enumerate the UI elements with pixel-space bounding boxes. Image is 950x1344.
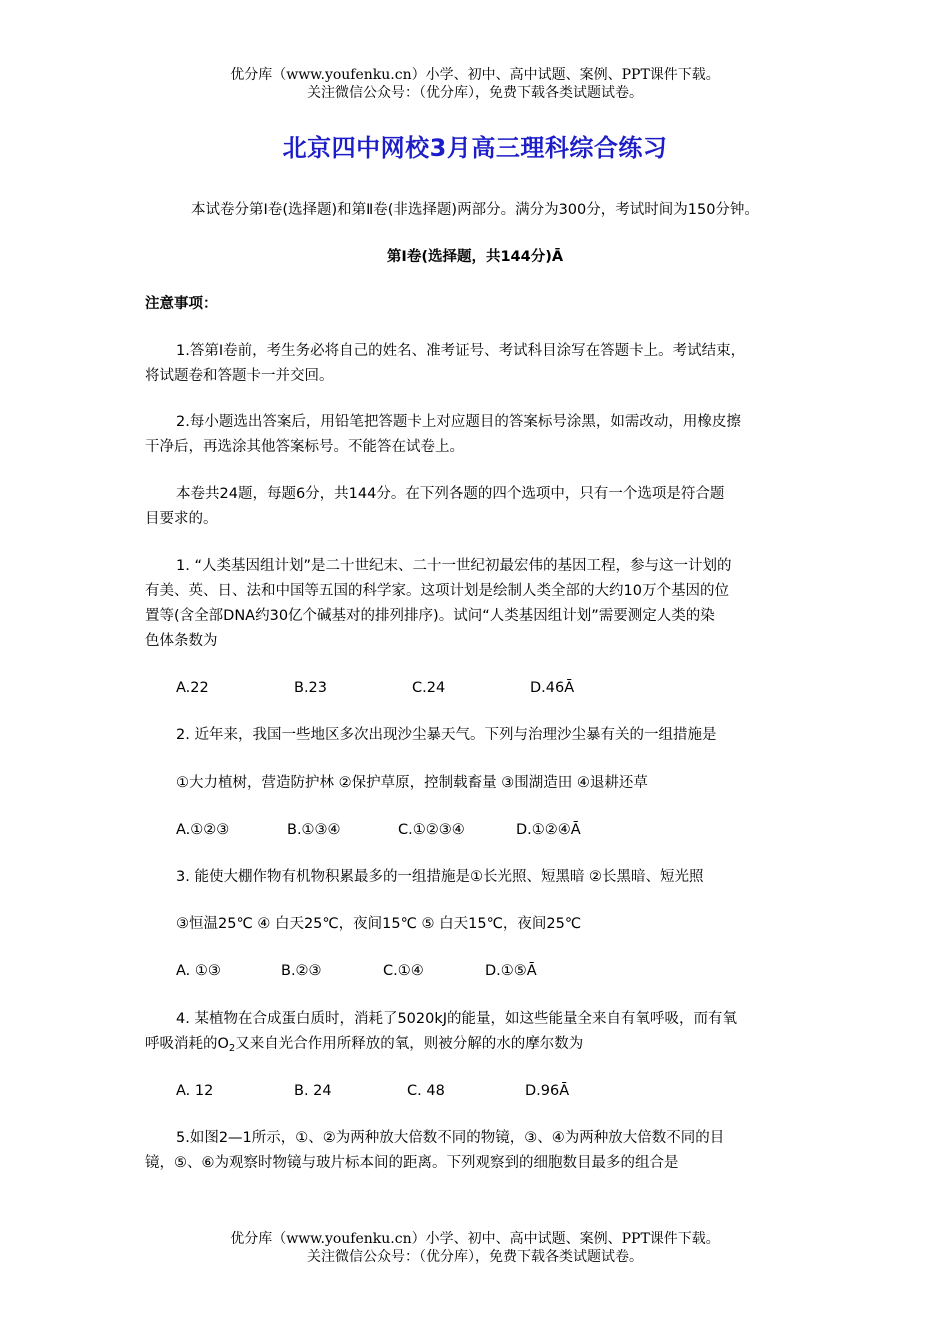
question-5-line-1: 5.如图2—1所示，①、②为两种放大倍数不同的物镜，③、④为两种放大倍数不同的目 (176, 1130, 725, 1146)
question-4-option-a: A. 12 (176, 1083, 214, 1099)
header-line-1: 优分库（www.youfenku.cn）小学、初中、高中试题、案例、PPT课件下载。 (230, 67, 720, 83)
footer-line-1: 优分库（www.youfenku.cn）小学、初中、高中试题、案例、PPT课件下载。 (230, 1231, 720, 1247)
oxygen-subscript: 2 (228, 1043, 236, 1054)
note-1-line-1: 1.答第Ⅰ卷前，考生务必将自己的姓名、准考证号、考试科目涂写在答题卡上。考试结束， (176, 343, 746, 359)
question-3-line-2: ③恒温25℃ ④ 白天25℃，夜间15℃ ⑤ 白天15℃，夜间25℃ (176, 916, 582, 932)
question-5-line-2: 镜，⑤、⑥为观察时物镜与玻片标本间的距离。下列观察到的细胞数目最多的组合是 (145, 1155, 679, 1171)
question-2-option-d: D.①②④Ā (516, 822, 581, 838)
question-3-line-1: 3. 能使大棚作物有机物积累最多的一组措施是①长光照、短黑暗 ②长黑暗、短光照 (176, 869, 704, 885)
question-3-option-a: A. ①③ (176, 963, 221, 979)
question-4-line-1: 4. 某植物在合成蛋白质时，消耗了5020kJ的能量，如这些能量全来自有氧呼吸，而有氧 (176, 1011, 738, 1027)
page-footer (0, 1230, 950, 1266)
note-2-line-1: 2.每小题选出答案后，用铅笔把答题卡上对应题目的答案标号涂黑，如需改动，用橡皮擦 (176, 414, 741, 430)
page-header (0, 66, 950, 102)
question-1-option-b: B.23 (294, 680, 328, 696)
question-2-option-a: A.①②③ (176, 822, 230, 838)
question-4-option-b: B. 24 (294, 1083, 332, 1099)
question-2-line-1: 2. 近年来，我国一些地区多次出现沙尘暴天气。下列与治理沙尘暴有关的一组措施是 (176, 727, 717, 743)
instructions-line-2: 目要求的。 (145, 511, 218, 527)
section-title: 第Ⅰ卷(选择题，共144分)Ā (386, 249, 564, 265)
header-line-2: 关注微信公众号：（优分库），免费下载各类试题试卷。 (307, 85, 643, 101)
footer-line-2: 关注微信公众号：（优分库），免费下载各类试题试卷。 (307, 1249, 643, 1265)
question-2-line-2: ①大力植树，营造防护林 ②保护草原，控制载畜量 ③围湖造田 ④退耕还草 (176, 775, 648, 791)
question-1-line-4: 色体条数为 (145, 633, 218, 649)
question-3-option-d: D.①⑤Ā (485, 963, 537, 979)
note-2-line-2: 干净后，再选涂其他答案标号。不能答在试卷上。 (145, 439, 464, 455)
question-1-line-1: 1. “人类基因组计划”是二十世纪末、二十一世纪初最宏伟的基因工程，参与这一计划的 (176, 558, 732, 574)
question-4-line-2-pre: 呼吸消耗的O (145, 1036, 229, 1052)
question-4-line-2 (145, 1032, 810, 1056)
question-4-line-2-post: 又来自光合作用所释放的氧，则被分解的水的摩尔数为 (235, 1036, 584, 1052)
question-1-line-2: 有美、英、日、法和中国等五国的科学家。这项计划是绘制人类全部的大约10万个基因的位 (145, 583, 729, 599)
question-2-option-c: C.①②③④ (398, 822, 465, 838)
question-4-option-d: D.96Ā (525, 1083, 570, 1099)
intro-text: 本试卷分第Ⅰ卷(选择题)和第Ⅱ卷(非选择题)两部分。满分为300分，考试时间为150分钟。 (191, 202, 759, 218)
question-1-option-a: A.22 (176, 680, 209, 696)
question-1-option-c: C.24 (412, 680, 446, 696)
notice-title: 注意事项： (145, 296, 218, 312)
instructions-line-1: 本卷共24题，每题6分，共144分。在下列各题的四个选项中，只有一个选项是符合题 (176, 486, 725, 502)
question-3-option-b: B.②③ (281, 963, 322, 979)
question-4-option-c: C. 48 (407, 1083, 445, 1099)
question-1-option-d: D.46Ā (530, 680, 575, 696)
question-1-line-3: 置等(含全部DNA约30亿个碱基对的排列排序)。试问“人类基因组计划”需要测定人类的染 (145, 608, 715, 624)
document-title: 北京四中网校3月高三理科综合练习 (282, 134, 668, 162)
note-1-line-2: 将试题卷和答题卡一并交回。 (145, 368, 334, 384)
question-2-option-b: B.①③④ (287, 822, 341, 838)
question-3-option-c: C.①④ (383, 963, 424, 979)
